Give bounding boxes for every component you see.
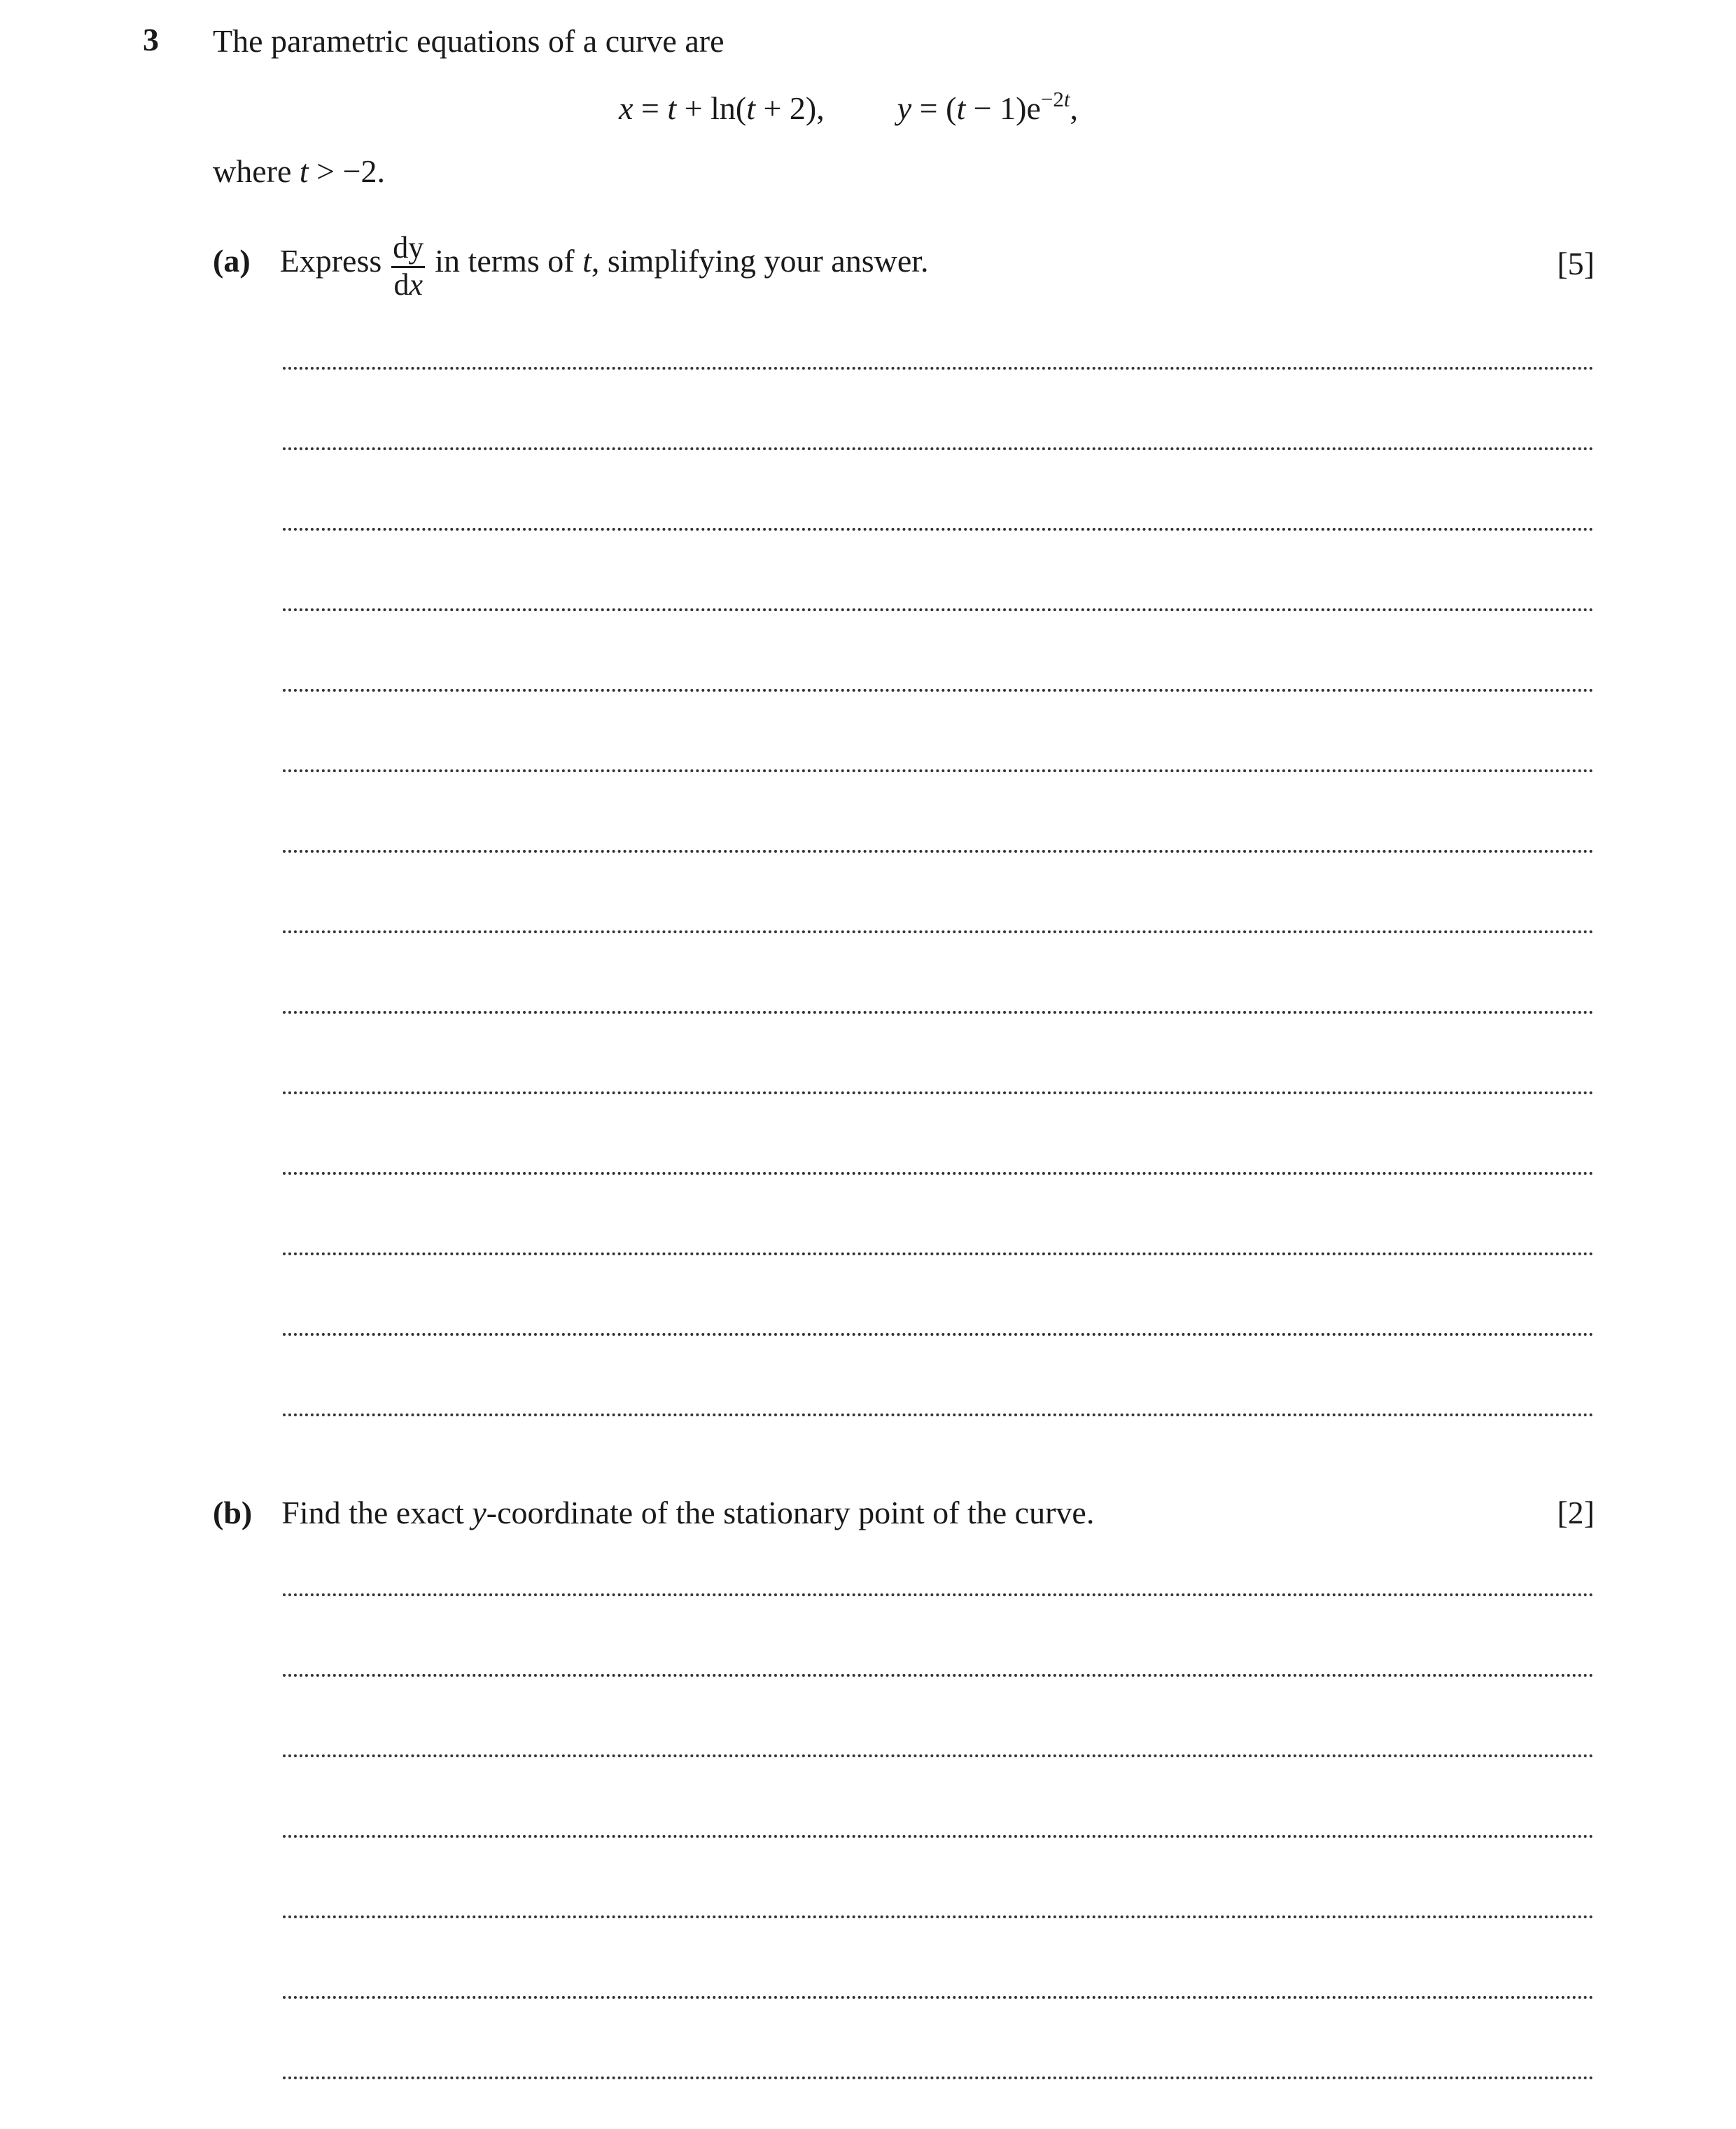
part-a-text-post: in terms of t, simplifying your answer. <box>435 243 929 279</box>
part-a-label: (a) <box>213 243 251 279</box>
answer-line[interactable] <box>283 769 1594 772</box>
dy-dx-fraction <box>391 232 425 300</box>
question-number: 3 <box>143 22 159 57</box>
answer-line[interactable] <box>283 1091 1594 1094</box>
answer-line[interactable] <box>283 850 1594 853</box>
answer-line[interactable] <box>283 1011 1594 1014</box>
answer-line[interactable] <box>283 447 1594 450</box>
answer-line[interactable] <box>283 1915 1594 1918</box>
answer-line[interactable] <box>283 1252 1594 1255</box>
answer-line[interactable] <box>283 1835 1594 1838</box>
part-b-marks: [2] <box>1557 1495 1595 1530</box>
answer-line[interactable] <box>283 1172 1594 1175</box>
answer-line[interactable] <box>283 1996 1594 1999</box>
answer-line[interactable] <box>283 608 1594 611</box>
equation-x: x = t + ln(t + 2), <box>619 90 825 126</box>
answer-line[interactable] <box>283 689 1594 692</box>
part-a-text-pre: Express <box>279 243 382 279</box>
equation-y: $y = (t - 1)e^{-2t}$, <box>897 87 1079 126</box>
domain-condition: where t > −2. <box>213 153 386 189</box>
answer-line[interactable] <box>283 2076 1594 2079</box>
part-b-text: Find the exact y-coordinate of the stationary point of the curve. <box>281 1495 1095 1530</box>
answer-line[interactable] <box>283 528 1594 531</box>
part-b-question <box>213 1494 1094 1531</box>
answer-line[interactable] <box>283 930 1594 933</box>
part-a-marks: [5] <box>1557 246 1595 281</box>
answer-line[interactable] <box>283 1333 1594 1336</box>
answer-line[interactable] <box>283 1593 1594 1596</box>
part-b-label: (b) <box>213 1495 253 1530</box>
parametric-equations <box>619 87 1078 127</box>
answer-line[interactable] <box>283 1413 1594 1416</box>
answer-line[interactable] <box>283 1754 1594 1757</box>
part-a-question <box>213 230 929 303</box>
answer-line[interactable] <box>283 1674 1594 1677</box>
answer-line[interactable] <box>283 367 1594 370</box>
fraction-denominator: dx <box>393 267 424 302</box>
fraction-numerator: dy <box>391 232 425 268</box>
exponent: −2t <box>1040 87 1070 111</box>
question-stem: The parametric equations of a curve are <box>213 23 724 59</box>
